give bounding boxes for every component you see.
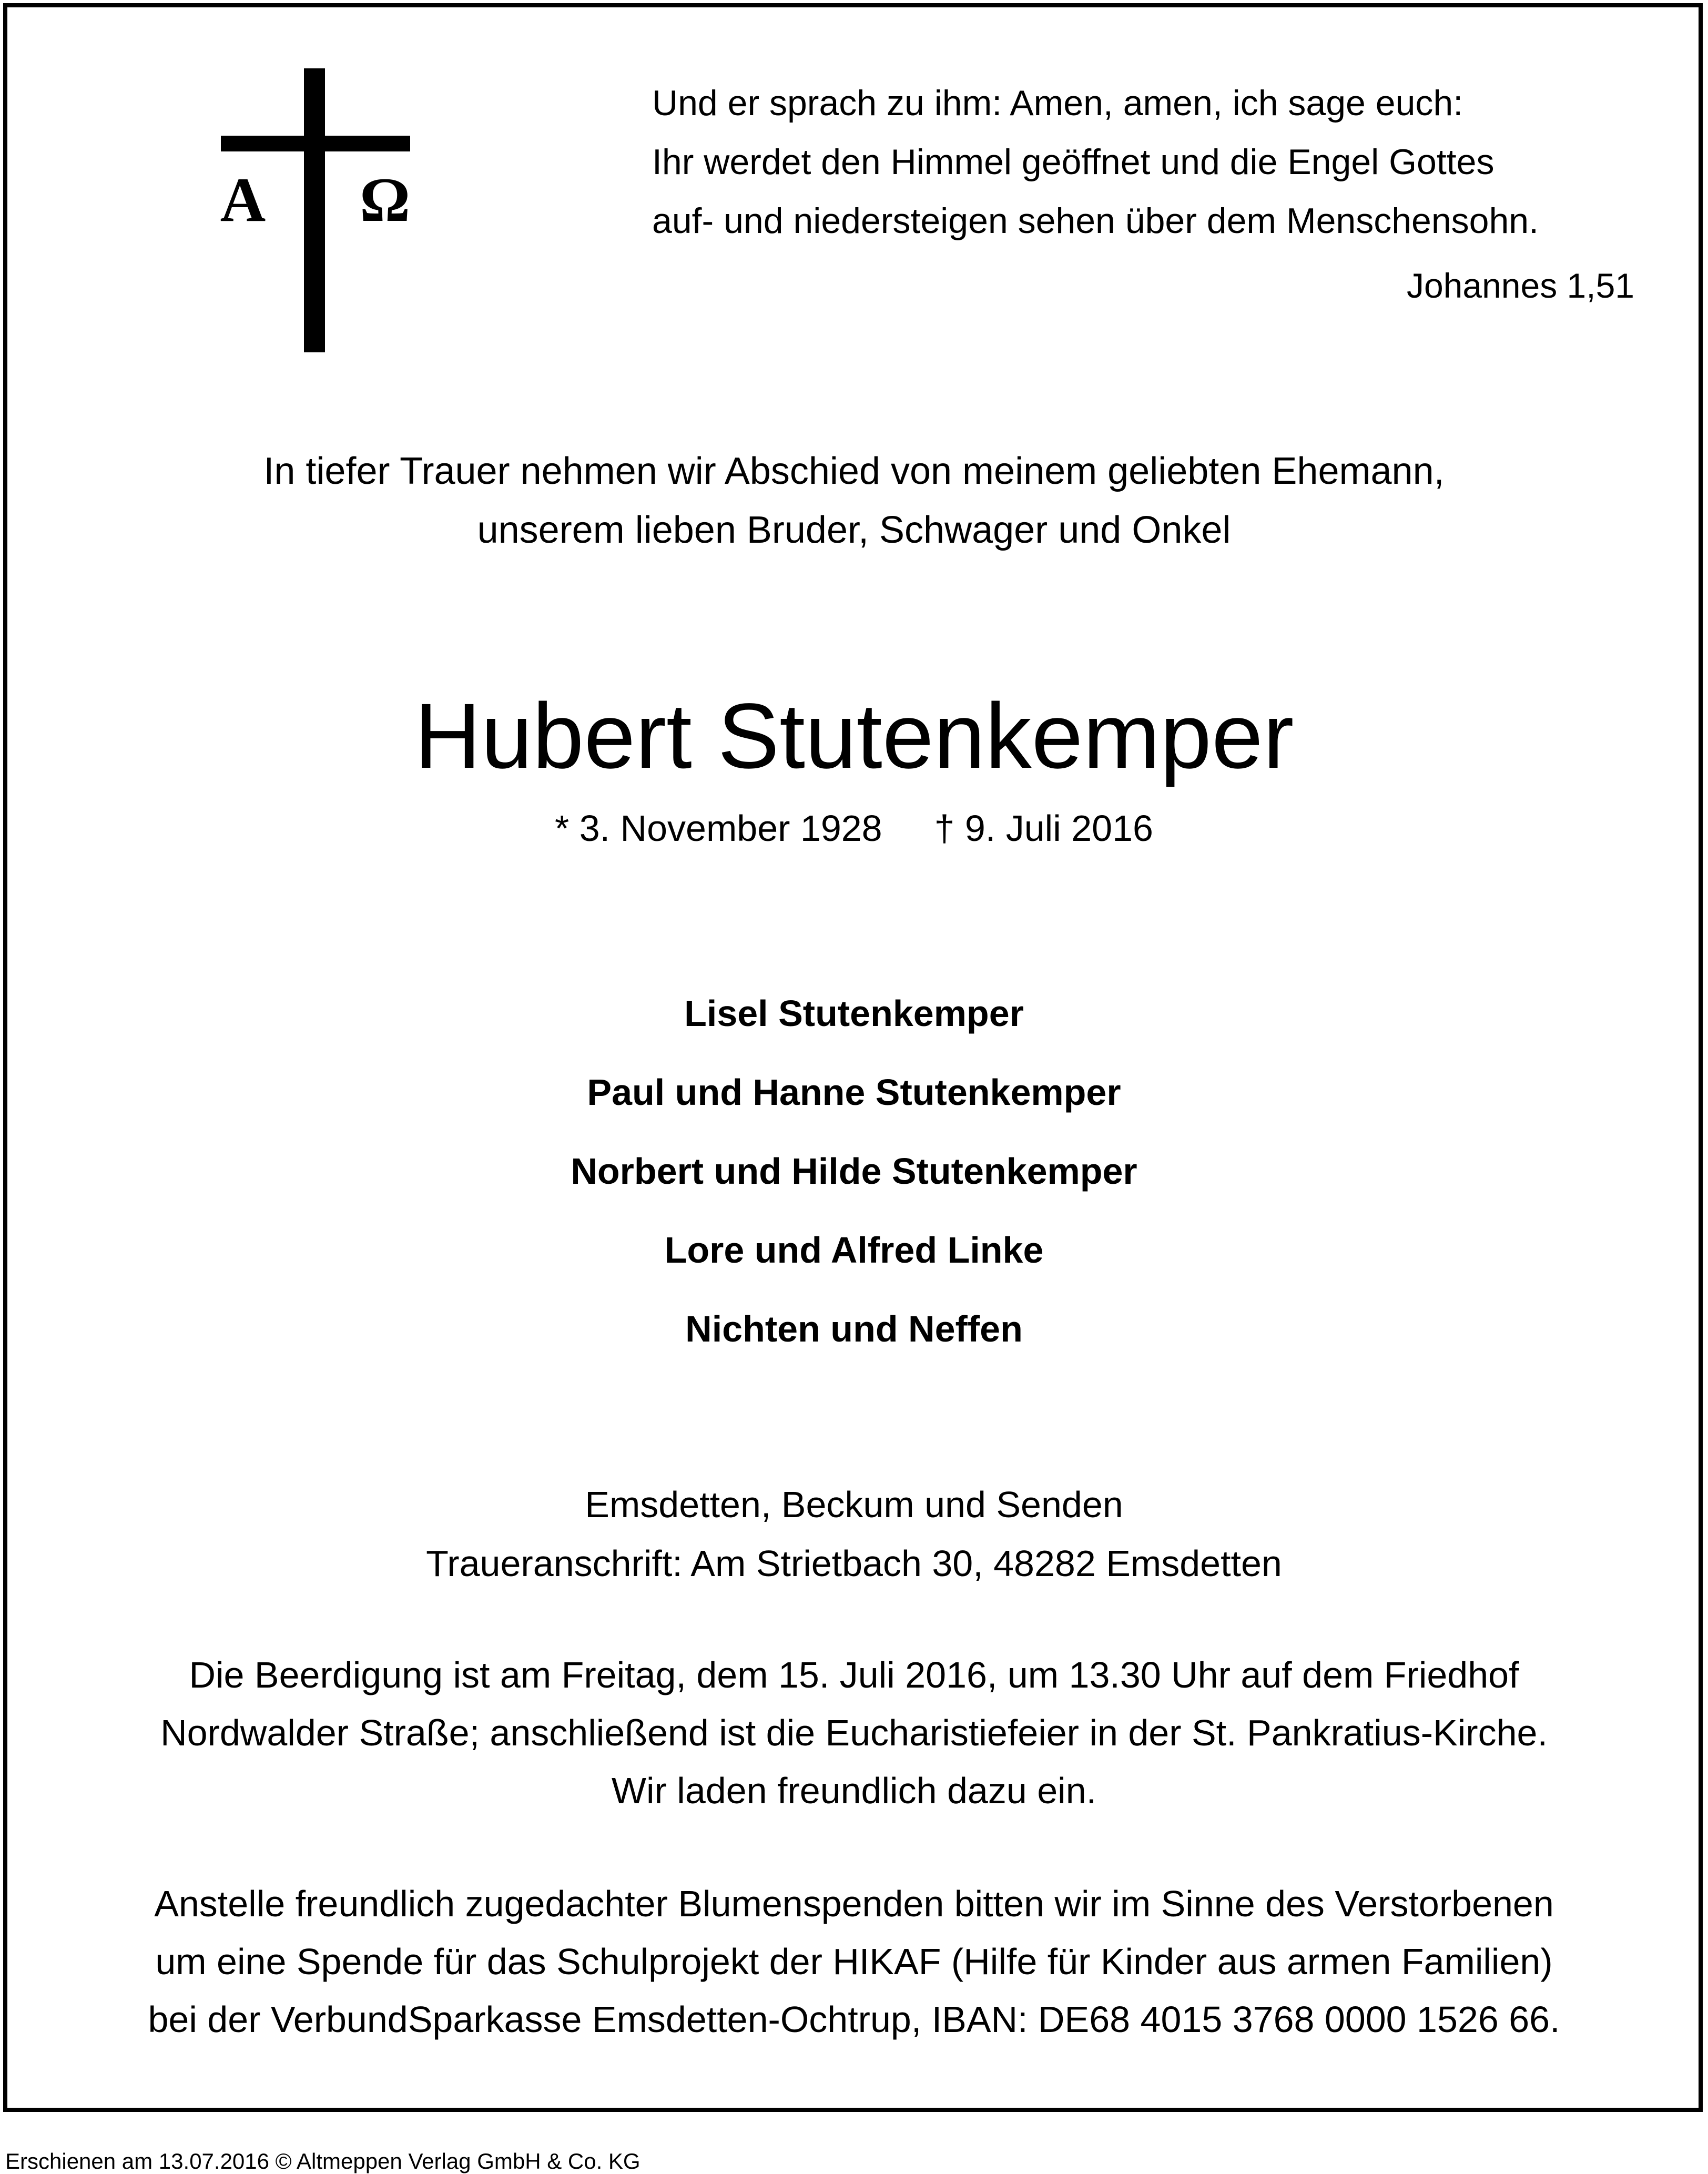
publication-footer: Erschienen am 13.07.2016 © Altmeppen Verlag GmbH & Co. KG	[5, 2149, 640, 2173]
death-date: † 9. Juli 2016	[934, 808, 1153, 849]
quote-line: auf- und niedersteigen sehen über dem Menschensohn.	[652, 201, 1539, 241]
quote-line: Und er sprach zu ihm: Amen, amen, ich sage euch:	[652, 83, 1463, 123]
quote-line: Ihr werdet den Himmel geöffnet und die Engel Gottes	[652, 142, 1494, 182]
donation-line: bei der VerbundSparkasse Emsdetten-Ochtrup, IBAN: DE68 4015 3768 0000 1526 66.	[148, 1999, 1560, 2040]
donation-line: um eine Spende für das Schulprojekt der HIKAF (Hilfe für Kinder aus armen Familien)	[155, 1941, 1553, 1982]
mourner: Norbert und Hilde Stutenkemper	[571, 1151, 1137, 1192]
address-line: Traueranschrift: Am Strietbach 30, 48282 Emsdetten	[426, 1543, 1282, 1584]
funeral-line: Wir laden freundlich dazu ein.	[611, 1770, 1097, 1811]
life-dates	[0, 802, 1708, 855]
mourner: Lore und Alfred Linke	[664, 1230, 1044, 1271]
quote-reference: Johannes 1,51	[1406, 266, 1634, 305]
bible-quote	[652, 74, 1641, 250]
funeral-line: Nordwalder Straße; anschließend ist die Eucharistiefeier in der St. Pankratius-Kirche.	[160, 1712, 1548, 1753]
cross-alpha-omega-icon	[210, 63, 421, 358]
intro-text	[0, 442, 1708, 560]
deceased-name: Hubert Stutenkemper	[414, 685, 1294, 788]
intro-line: In tiefer Trauer nehmen wir Abschied von meinem geliebten Ehemann,	[263, 450, 1445, 492]
alpha-letter: Α	[220, 165, 266, 235]
intro-line: unserem lieben Bruder, Schwager und Onkel	[477, 509, 1231, 551]
mourner: Paul und Hanne Stutenkemper	[587, 1072, 1121, 1113]
donation-line: Anstelle freundlich zugedachter Blumenspenden bitten wir im Sinne des Verstorbenen	[154, 1883, 1554, 1924]
mourner: Nichten und Neffen	[685, 1308, 1023, 1349]
funeral-info	[0, 1646, 1708, 1820]
mourners-list	[0, 974, 1708, 1368]
mourner: Lisel Stutenkemper	[684, 993, 1024, 1034]
place-line: Emsdetten, Beckum und Senden	[585, 1484, 1123, 1525]
birth-date: * 3. November 1928	[555, 808, 882, 849]
donation-info	[0, 1875, 1708, 2048]
mourning-address	[0, 1475, 1708, 1593]
funeral-line: Die Beerdigung ist am Freitag, dem 15. Juli 2016, um 13.30 Uhr auf dem Friedhof	[189, 1654, 1519, 1695]
omega-letter: Ω	[359, 165, 411, 235]
